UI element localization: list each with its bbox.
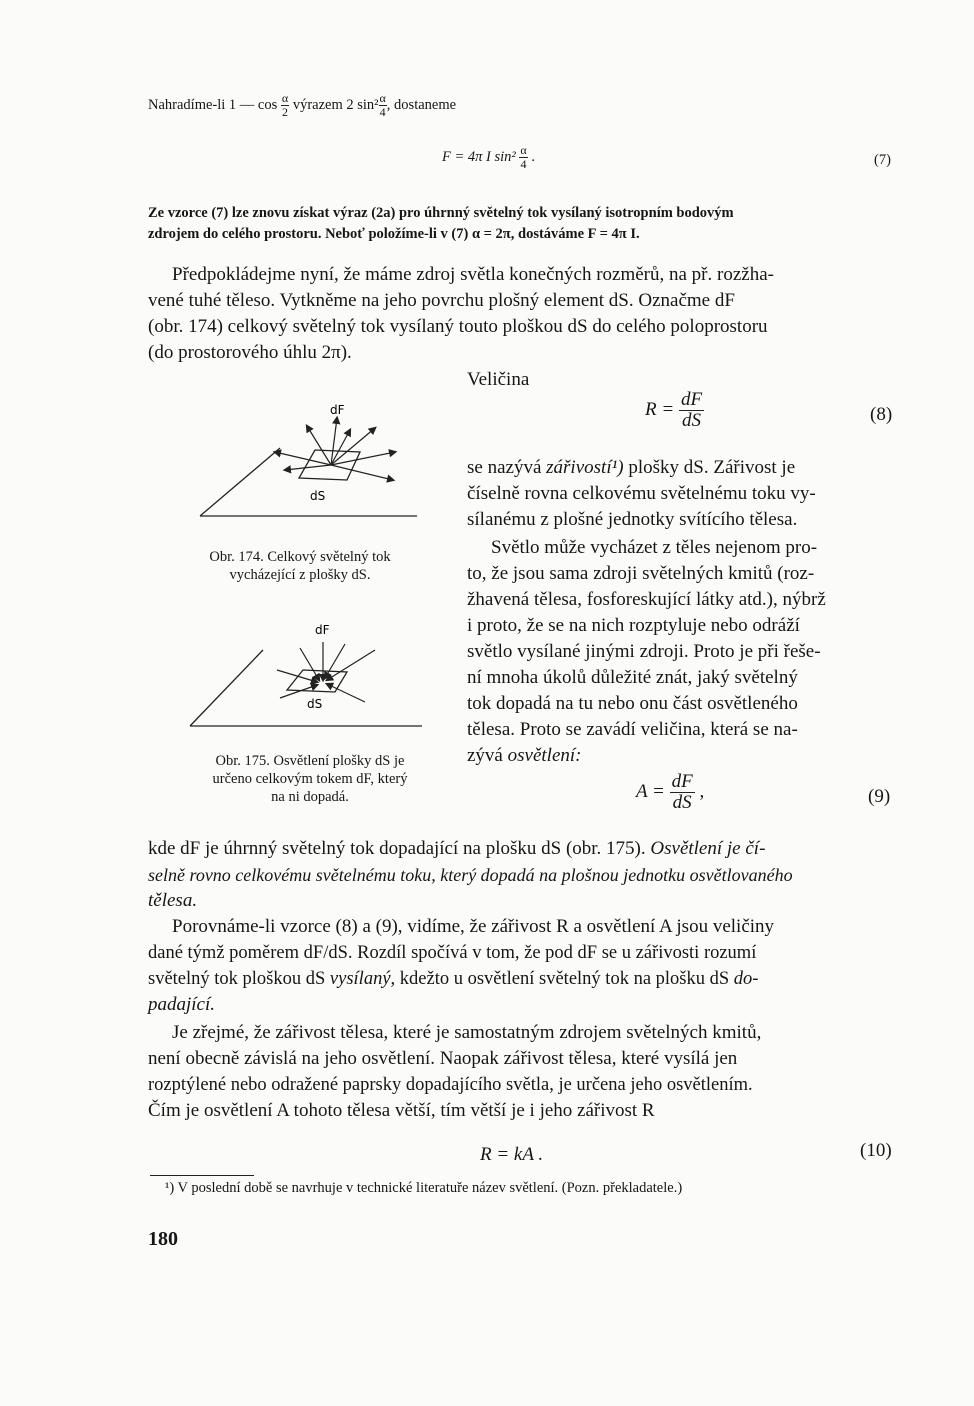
para1-line-3: (obr. 174) celkový světelný tok vysílaný touto ploškou dS do celého poloprostoru bbox=[148, 316, 768, 337]
intro-frac1-num: α bbox=[281, 91, 289, 105]
right2-l9a: zývá bbox=[467, 745, 503, 766]
equation-8 bbox=[645, 390, 704, 431]
para2-line-2 bbox=[148, 862, 898, 888]
eq7-lhs: F = 4π I sin² bbox=[442, 148, 516, 165]
eq7-frac bbox=[519, 144, 527, 171]
para3-line-2: dané týmž poměrem dF/dS. Rozdíl spočívá v tom, že pod dF se u zářivosti rozumí bbox=[148, 943, 757, 963]
para3-line-3 bbox=[148, 966, 898, 992]
para3-l3b: kdežto u osvětlení světelný tok na plošku dS bbox=[399, 969, 730, 989]
right2-line-8: tělesa. Proto se zavádí veličina, která se na- bbox=[467, 719, 798, 740]
para3-line-1: Porovnáme-li vzorce (8) a (9), vidíme, že zářivost R a osvětlení A jsou veličiny bbox=[172, 916, 775, 937]
eq7-tail: . bbox=[531, 148, 535, 165]
equation-9 bbox=[636, 772, 704, 813]
para2-line-3 bbox=[148, 888, 898, 914]
para4-line-4: Čím je osvětlení A tohoto tělesa větší, tím větší je i jeho zářivost R bbox=[148, 1100, 655, 1121]
right1-l1b: plošky dS. Zářivost je bbox=[628, 457, 796, 478]
eq8-den: dS bbox=[681, 409, 701, 431]
intro-line bbox=[148, 92, 668, 119]
note-line-2: zdrojem do celého prostoru. Neboť položíme-li v (7) α = 2π, dostáváme F = 4π I. bbox=[148, 226, 640, 242]
paragraph-2 bbox=[148, 836, 898, 914]
equation-7 bbox=[442, 144, 535, 171]
fig174-label-bottom: dS bbox=[310, 489, 326, 503]
right-column-1 bbox=[467, 455, 897, 533]
fig174-caption-2: vycházející z plošky dS. bbox=[229, 567, 371, 583]
fig175-label-top: dF bbox=[315, 623, 330, 637]
fig175-caption-2: určeno celkovým tokem dF, který bbox=[212, 771, 408, 787]
eq8-frac bbox=[679, 390, 704, 431]
paragraph-3 bbox=[148, 914, 898, 1018]
para2-l1a: kde dF je úhrnný světelný tok dopadající na plošku dS (obr. 175). bbox=[148, 838, 646, 859]
para3-l3a: světelný tok ploškou dS bbox=[148, 969, 326, 989]
intro-pre: Nahradíme-li 1 — cos bbox=[148, 96, 278, 113]
right1-line-1 bbox=[467, 455, 897, 481]
intro-post: , dostaneme bbox=[386, 96, 457, 113]
intro-frac1-den: 2 bbox=[282, 105, 289, 119]
intro-frac2-den: 4 bbox=[379, 105, 386, 119]
eq9-lhs: A = bbox=[636, 780, 665, 802]
para2-line-1 bbox=[148, 836, 898, 862]
right2-line-7: tok dopadá na tu nebo onu část osvětleného bbox=[467, 693, 798, 714]
right2-line-9 bbox=[467, 743, 897, 769]
para2-l3em: tělesa. bbox=[148, 890, 198, 911]
para3-l3em2: do- bbox=[733, 969, 759, 989]
figure-174 bbox=[195, 400, 425, 525]
fig175-arrows bbox=[277, 642, 375, 702]
para4-line-1: Je zřejmé, že zářivost tělesa, které je samostatným zdrojem světelných kmitů, bbox=[172, 1022, 762, 1043]
eq7-frac-num: α bbox=[520, 143, 527, 157]
eq8-num: dF bbox=[680, 389, 703, 410]
para4-line-2: není obecně závislá na jeho osvětlení. Naopak zářivost tělesa, které vysílá jen bbox=[148, 1048, 738, 1069]
footnote: ¹) V poslední době se navrhuje v technické literatuře název světlení. (Pozn. překladatele.) bbox=[165, 1180, 683, 1196]
para4-line-3: rozptýlené nebo odražené paprsky dopadajícího světla, je určena jeho osvětlením. bbox=[148, 1075, 753, 1095]
right1-l1a: se nazývá bbox=[467, 457, 542, 478]
fig174-plane bbox=[200, 448, 417, 516]
fig174-caption-1: Obr. 174. Celkový světelný tok bbox=[209, 549, 391, 565]
eq10-number: (10) bbox=[860, 1140, 892, 1161]
para1-line-1: Předpokládejme nyní, že máme zdroj světla konečných rozměrů, na př. rozžha- bbox=[172, 264, 774, 285]
fig174-label-top: dF bbox=[330, 403, 345, 417]
para2-l1em: Osvětlení je čí- bbox=[650, 838, 766, 859]
footnote-rule bbox=[150, 1175, 254, 1176]
note-line-1: Ze vzorce (7) lze znovu získat výraz (2a) pro úhrnný světelný tok vysílaný isotropním bodovým bbox=[148, 205, 734, 221]
eq9-num: dF bbox=[671, 771, 693, 792]
fig174-caption bbox=[170, 548, 430, 584]
right2-line-6: ní mnoha úkolů důležité znát, jaký světelný bbox=[467, 667, 798, 688]
right2-l9em: osvětlení: bbox=[507, 745, 582, 766]
velicina-label: Veličina bbox=[467, 369, 530, 390]
fig175-caption bbox=[170, 752, 450, 806]
para3-l4em: padající. bbox=[148, 994, 216, 1015]
intro-frac2-num: α bbox=[379, 91, 386, 105]
eq7-frac-den: 4 bbox=[520, 157, 527, 171]
para1-line-2: vené tuhé těleso. Vytkněme na jeho povrchu plošný element dS. Označme dF bbox=[148, 290, 735, 311]
right2-line-3: žhavená tělesa, fosforeskující látky atd.), nýbrž bbox=[467, 589, 826, 610]
right1-line-2: číselně rovna celkovému světelnému toku vy- bbox=[467, 483, 816, 504]
eq9-number: (9) bbox=[868, 786, 891, 807]
fig175-caption-3: na ni dopadá. bbox=[271, 789, 349, 805]
page-number: 180 bbox=[148, 1228, 178, 1250]
equation-10: R = kA . bbox=[480, 1144, 544, 1165]
para1-line-4: (do prostorového úhlu 2π). bbox=[148, 342, 352, 363]
eq7-number: (7) bbox=[874, 152, 891, 168]
intro-mid: výrazem 2 sin² bbox=[292, 96, 379, 113]
right2-line-1: Světlo může vycházet z těles nejenom pro- bbox=[491, 537, 818, 558]
fig175-label-bottom: dS bbox=[307, 697, 323, 711]
right1-l1em: zářivostí¹) bbox=[546, 457, 624, 478]
eq8-lhs: R = bbox=[645, 398, 675, 420]
para3-line-4 bbox=[148, 992, 898, 1018]
eq9-den: dS bbox=[672, 791, 692, 813]
intro-frac-1 bbox=[281, 92, 289, 119]
right-column-2 bbox=[467, 535, 897, 769]
fig174-arrows bbox=[275, 418, 395, 480]
fig175-plane bbox=[190, 650, 422, 726]
eq9-frac bbox=[670, 772, 695, 813]
paragraph-4 bbox=[148, 1020, 898, 1124]
eq9-tail: , bbox=[699, 780, 705, 802]
right2-line-4: i proto, že se na nich rozptyluje nebo odráží bbox=[467, 615, 800, 636]
fig175-caption-1: Obr. 175. Osvětlení plošky dS je bbox=[215, 753, 405, 769]
right1-line-3: sílanému z plošné jednotky svítícího tělesa. bbox=[467, 509, 798, 530]
para3-l3em: vysílaný, bbox=[329, 969, 396, 989]
right2-line-2: to, že jsou sama zdroji světelných kmitů (roz- bbox=[467, 563, 815, 584]
paragraph-1 bbox=[148, 262, 898, 366]
note-block bbox=[148, 203, 898, 245]
eq8-number: (8) bbox=[870, 404, 893, 425]
figure-175 bbox=[185, 620, 430, 735]
intro-frac-2 bbox=[379, 92, 387, 119]
para2-l2em: selně rovno celkovému světelnému toku, který dopadá na plošnou jednotku osvětlovaného bbox=[148, 865, 793, 885]
right2-line-5: světlo vysílané jinými zdroji. Proto je při řeše- bbox=[467, 641, 821, 662]
